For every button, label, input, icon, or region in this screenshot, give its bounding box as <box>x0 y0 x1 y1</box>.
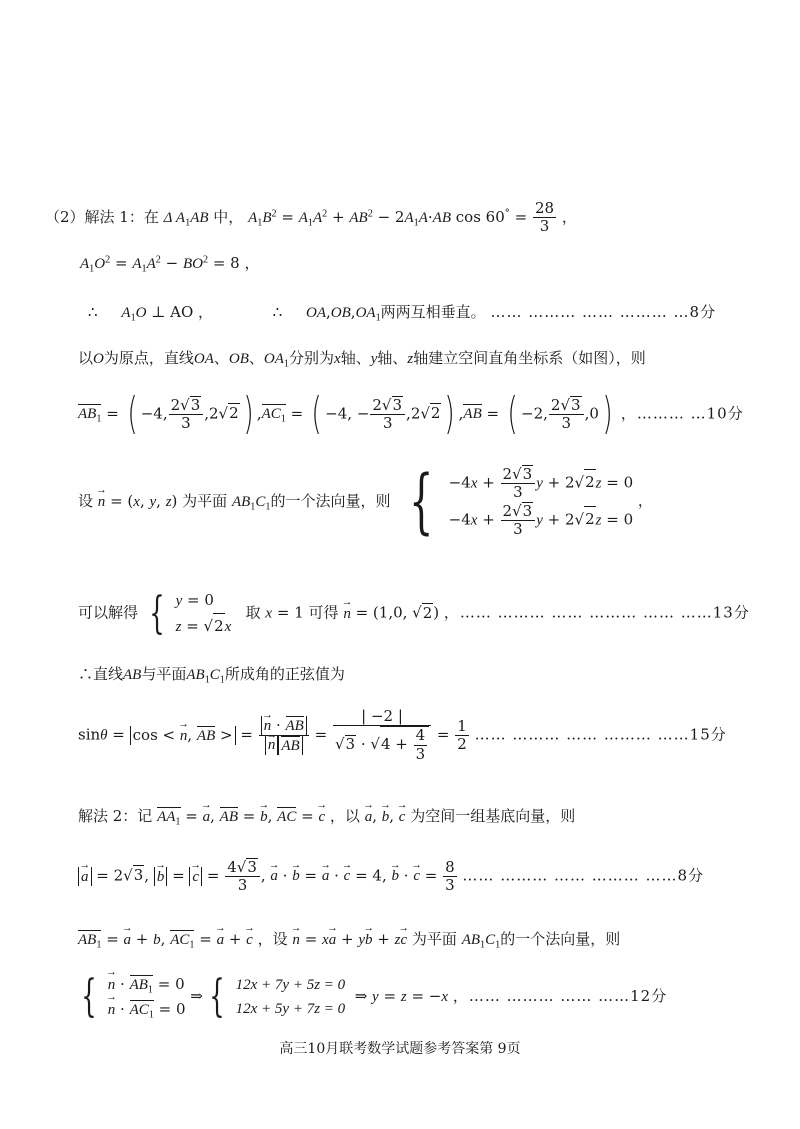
l8-a: ∴直线 <box>78 665 124 683</box>
l12-b: 为平面 <box>411 930 457 948</box>
l5-dots: ，……… …10 <box>620 404 728 423</box>
l4-g: 轴、 <box>377 349 408 367</box>
l11-dots: …… ……… …… ……… ……8 <box>462 866 689 885</box>
l3-fen: 分 <box>700 303 716 321</box>
line-4: 以O为原点，直线OA、OB、$OA_1$分别为x轴、y轴、z轴建立空间直角坐标系（如图），则 <box>78 349 646 370</box>
l6-system: −4x + $\frac{2√3}{3}$ y + 2√2z = 0 −4x + $\frac{2√3}{3}$ y + 2√2z = 0 <box>448 465 634 538</box>
line-8: ∴直线AB与平面$AB_1C_1$所成角的正弦值为 <box>78 665 345 686</box>
l3-therefore2: ∴ <box>272 303 283 321</box>
l4-d: 、 <box>248 349 264 367</box>
line-10: 解法 2：记 $AA_1$ = → a, AB = → b, AC = → c ，以 → a, → b, → c 为空间一组基底向量，则 <box>78 807 575 828</box>
l4-f: 轴、 <box>340 349 371 367</box>
l7-b: 取 <box>245 603 261 622</box>
line-1: （2）解法 1：在 Δ $A_1AB$ 中， $A_1B^2 = A_1A^2 + AB^2 - 2A_1A\cdot AB$ cos 60° = $\frac{28}{3}$ ， <box>45 199 577 236</box>
l3-text: 两两互相垂直。 <box>380 303 486 321</box>
l8-c: 所成角的正弦值为 <box>224 665 345 683</box>
l8-b: 与平面 <box>141 665 187 683</box>
l9-fen: 分 <box>710 725 726 744</box>
line-11: → a = 2√3, → b = → c = $\frac{4√3}{3}$ , → a · → b = → a · → c = 4, → b · → c = $\frac{8}{3}$ …… ……… …… ……… ……8分 <box>78 858 703 895</box>
l10-c: 为空间一组基底向量，则 <box>410 807 576 825</box>
page-footer: 高三10月联考数学试题参考答案第 9页 <box>279 1041 521 1057</box>
l5-fen: 分 <box>727 404 743 423</box>
line-3: ∴ $A_1O$ ⊥ AO ， ∴ $OA,OB,OA_1$两两互相垂直。 …… ……… …… ……… …8分 <box>88 303 716 324</box>
l1-frac-den: 3 <box>539 217 550 236</box>
line-2: $A_1O^2 = A_1A^2 - BO^2 = 8$ ， <box>80 254 260 275</box>
line-13: { → $n \cdot AB_1 = 0$ → $n \cdot AC_1 = 0$ ⇒ { 12x + 7y + 5z = 0 12x + 5y + 7z = 0 ⇒ y = z = −x ，…… ……… …… ……12分 <box>75 972 666 1022</box>
l2-val: = 8 ， <box>212 254 260 272</box>
line-6: 设 → n = (x, y, z) 为平面 $AB_1C_1$的一个法向量，则 { −4x + $\frac{2√3}{3}$ y + 2√2z = 0 −4x + $\frac{2√3}{3}$ y + 2√2z = 0 ， <box>78 465 653 538</box>
l13-fen: 分 <box>651 987 667 1005</box>
l4-e: 分别为 <box>289 349 335 367</box>
l6-b: 为平面 <box>182 491 228 510</box>
l6-a: 设 <box>78 491 94 510</box>
l1-fraction <box>533 200 556 236</box>
line-5: $AB_1$ = ( −4, $\frac{2√3}{3}$ ,2√2 ) $,AC_1$ = ( −4, − $\frac{2√3}{3}$ ,2√2 ) ,AB = ( −2, $\frac{2√3}{3}$ ,0) ，……… …10分 <box>78 387 743 439</box>
l13-system-a: → $n \cdot AB_1 = 0$ → $n \cdot AC_1 = 0$ <box>108 972 186 1022</box>
l12-c: 的一个法向量，则 <box>500 930 621 948</box>
l4-a: 以 <box>78 349 94 367</box>
l13-system-b <box>236 973 346 1021</box>
l10-a: 解法 2：记 <box>78 807 153 825</box>
l1-cos: cos 60 <box>455 207 505 226</box>
l1-prefix: （2）解法 1：在 <box>45 207 159 226</box>
l11-fen: 分 <box>688 866 704 885</box>
l1-frac-num: 28 <box>534 199 555 217</box>
l7-dots: ，…… ……… …… ……… …… ……13 <box>443 603 734 622</box>
l12-a: ，设 <box>257 930 288 948</box>
l6-c: 的一个法向量，则 <box>270 491 391 510</box>
l4-b: 为原点，直线 <box>103 349 194 367</box>
line-7: 可以解得 { y = 0 z = √2x 取 x = 1 可得 → n = (1,0, √2) ，…… ……… …… ……… …… ……13分 <box>78 588 749 639</box>
l10-b: ，以 <box>329 807 360 825</box>
l7-system: y = 0 z = √2x <box>176 588 232 639</box>
l13-eq1: 12x + 7y + 5z = 0 <box>235 977 346 993</box>
l9-dots: …… ……… …… ……… ……15 <box>474 725 711 744</box>
l3-dots: …… ……… …… ……… …8 <box>490 303 701 321</box>
l4-h: 轴建立空间直角坐标系（如图），则 <box>413 349 646 367</box>
line-9: sinθ = cos < → n, AB > = → n · AB → n AB = | −2 | √3 · √4 + $\frac{4}{3}$ = $\frac{1}{2}$ …… ……… …… ……… ……15分 <box>78 708 726 763</box>
l4-c: 、 <box>213 349 229 367</box>
l3-perp: AO ， <box>170 303 214 321</box>
l13-eq2: 12x + 5y + 7z = 0 <box>235 1001 346 1017</box>
l7-fen: 分 <box>733 603 749 622</box>
l7-c: 可得 <box>308 603 339 622</box>
line-12: $AB_1$ = → a + b, $AC_1$ = → a + → c ，设 → n = x→ a + y→ b + z→ c 为平面 $AB_1C_1$的一个法向量，则 <box>78 930 620 952</box>
l7-a: 可以解得 <box>78 603 139 622</box>
l13-dots: ，…… ……… …… ……12 <box>452 987 652 1005</box>
l1-mid: 中， <box>213 207 244 226</box>
l3-therefore: ∴ <box>88 303 98 321</box>
